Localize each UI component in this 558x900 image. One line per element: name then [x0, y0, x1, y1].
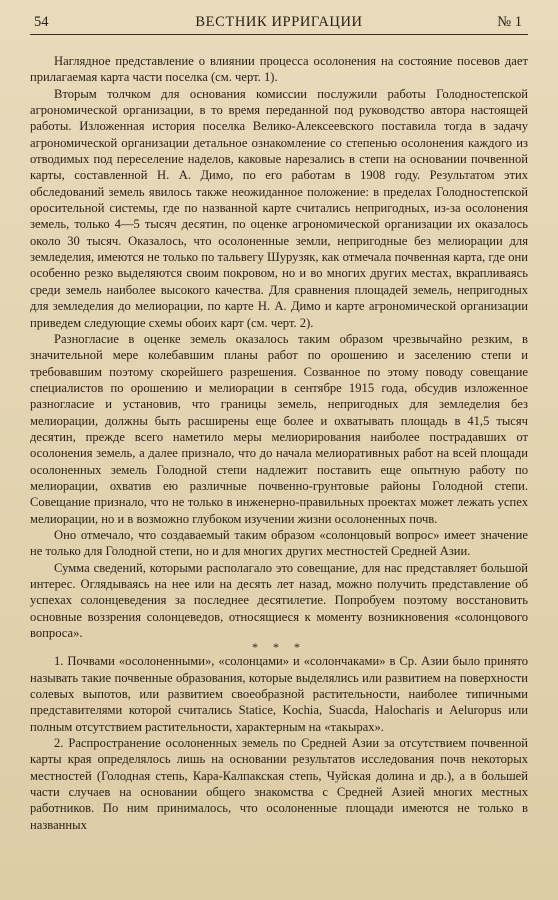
- paragraph: Вторым толчком для основания комиссии послужили работы Голодностепской агрономической организации, в то время переданной под руководство автора настоящей работы. Изложенная история поселка Велико-Алексеевского поставила тогда в задачу агрономической организации детальное ознакомление со степенью осолонения каждого из отводимых под переселение наделов, каковые нарезались в степи на основании почвенной карты, составленной Н. А. Димо, по его работам в 1908 году. Результатом этих обследований земель явилось также неожиданное положение: в пределах Голодностепской оросительной системы, где по названной карте считались непригодных, из-за осолонения земель, только 4—5 тысяч десятин, по оценке агрономической организации их оказалось около 30 тысяч. Оказалось, что осолоненные земли, непригодные без мелиорации для земледелия, имеются не только по тальвегу Шурузяк, как отмечала почвенная карта, где они особенно резко выделяются своим покровом, но и во многих других местах, вкрапливаясь среди земель наиболее высокого качества. Для сравнения площадей земель, непригодных для земледелия до мелиорации, по карте Н. А. Димо и карте агрономической организации приведем следующие схемы обоих карт (см. черт. 2).: [30, 86, 528, 330]
- paragraph: 1. Почвами «осолоненными», «солонцами» и «солончаками» в Ср. Азии было принято называть такие почвенные образования, которые выделялись или развитием на поверхности солевых выпотов, или развитием своеобразной растительности, наиболее типичными представителями которой считались Statice, Kochia, Suacda, Halocharis и Aelurорus или полным отсутствием растительности, характерным на «такырах».: [30, 654, 528, 734]
- paragraph: Оно отмечало, что создаваемый таким образом «солонцовый вопрос» имеет значение не только для Голодной степи, но и для многих других местностей Средней Азии.: [30, 527, 528, 559]
- journal-title: ВЕСТНИК ИРРИГАЦИИ: [195, 14, 363, 30]
- section-separator: * * *: [252, 640, 306, 655]
- paragraph: Наглядное представление о влиянии процесса осолонения на состояние посевов дает прилагаемая карта части поселка (см. черт. 1).: [30, 54, 528, 85]
- paragraph: Разногласие в оценке земель оказалось таким образом чрезвычайно резким, в значительной мере колебавшим планы работ по орошению и заселению степи и требовавшим поэтому скорейшего разрешения. Созванное по этому поводу совещание специалистов по орошению и мелиорации в сентябре 1915 года, обсудив изложенное разногласие и установив, что границы земель, непригодных для земледелия без мелиорации, должны быть расширены еще более и охватывать площадь в 41,5 тысяч десятин, прежде всего наметило меры мелиорирования наиболее пострадавших от осолонения земель, а далее признало, что до начала мелиоративных работ на всей площади осолоненных земель Голодной степи надлежит поставить еще опытную работу по мелиорации, охватив ею различные почвенно-грунтовые районы Голодной степи. Совещание признало, что не только в инженерно-правильных проектах может лежать успех мелиорации, но и в возможно глубоком изучении жизни осолоненных почв.: [30, 331, 528, 526]
- article-body: [30, 53, 528, 833]
- paragraph: 2. Распространение осолоненных земель по Средней Азии за отсутствием почвенной карты края определялось лишь на основании результатов исследования почв некоторых местностей (Голодная степь, Кара-Калпакская степь, Чуйская долина и др.), а в большей части случаев на основании общего знакомства с Средней Азией многих местных работников. По ним принималось, что осолоненные площади имеются не только в названных: [30, 736, 528, 832]
- issue-number: № 1: [497, 14, 522, 30]
- page-number: 54: [34, 14, 49, 30]
- paragraph: Сумма сведений, которыми располагало это совещание, для нас представляет большой интерес. Оглядываясь на нее или на десять лет назад, можно получить представление об успехах солонцеведения за последнее десятилетие. Попробуем поэтому восстановить основные воззрения солонцеведов, относящиеся к моменту возникновения «солонцового вопроса».: [30, 560, 528, 641]
- page-header: [30, 12, 528, 35]
